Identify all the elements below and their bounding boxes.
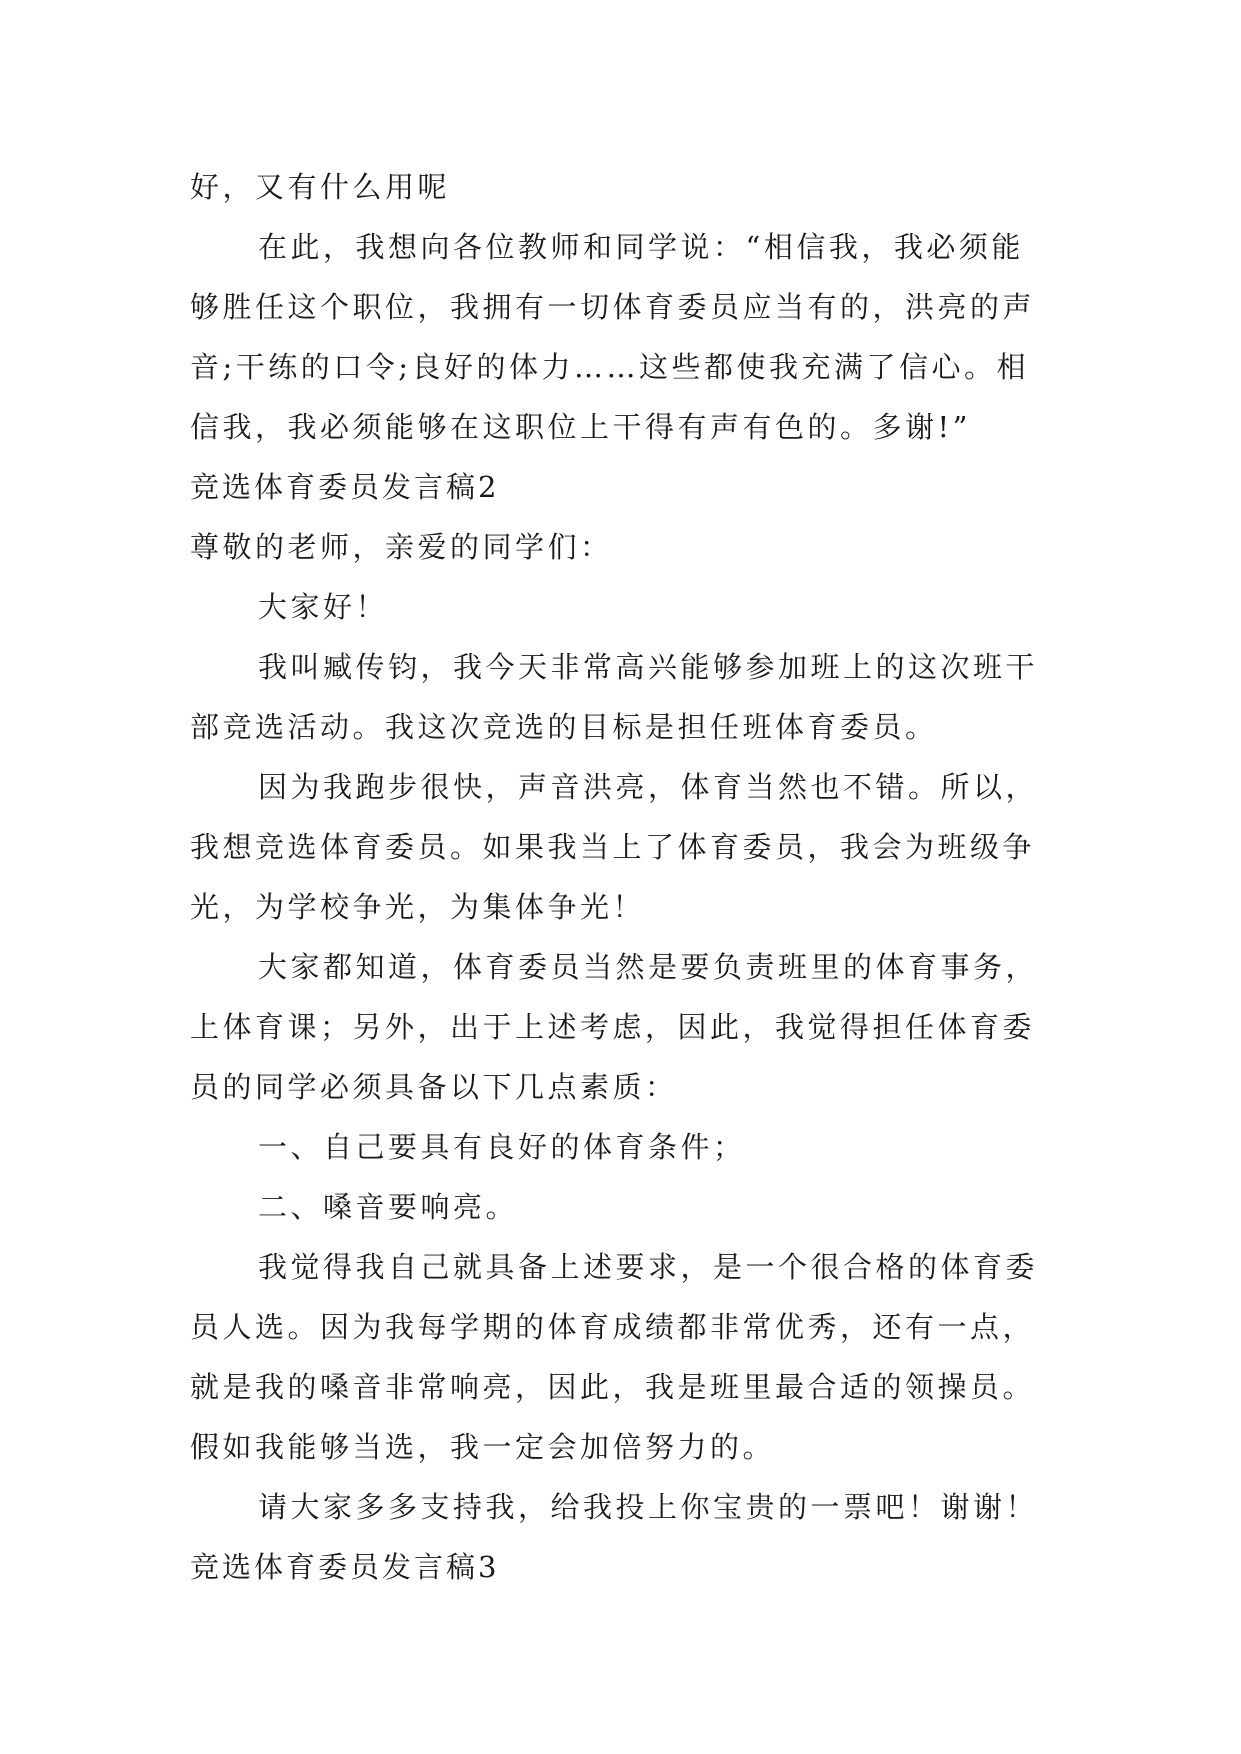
text-line: 好，又有什么用呢 — [190, 170, 451, 204]
text-line: 在此，我想向各位教师和同学说：“相信我，我必须能 — [258, 230, 1024, 264]
text-line: 就是我的嗓音非常响亮，因此，我是班里最合适的领操员。 — [190, 1370, 1036, 1404]
text-line: 因为我跑步很快，声音洪亮，体育当然也不错。所以， — [258, 770, 1039, 804]
text-line: 大家好！ — [258, 590, 389, 624]
text-line: 信我，我必须能够在这职位上干得有声有色的。多谢!” — [190, 410, 971, 444]
section-heading: 竞选体育委员发言稿3 — [190, 1550, 500, 1584]
text-line: 我叫臧传钧，我今天非常高兴能够参加班上的这次班干 — [258, 650, 1039, 684]
text-line: 我想竞选体育委员。如果我当上了体育委员，我会为班级争 — [190, 830, 1036, 864]
text-line: 假如我能够当选，我一定会加倍努力的。 — [190, 1430, 776, 1464]
text-line: 员的同学必须具备以下几点素质： — [190, 1070, 678, 1104]
document-body — [190, 157, 1070, 1597]
list-item: 二、嗓音要响亮。 — [258, 1190, 519, 1224]
text-line: 上体育课；另外，出于上述考虑，因此，我觉得担任体育委 — [190, 1010, 1036, 1044]
text-line: 部竞选活动。我这次竞选的目标是担任班体育委员。 — [190, 710, 938, 744]
text-line: 够胜任这个职位，我拥有一切体育委员应当有的，洪亮的声 — [190, 290, 1036, 324]
list-item: 一、自己要具有良好的体育条件； — [258, 1130, 746, 1164]
text-line: 我觉得我自己就具备上述要求，是一个很合格的体育委 — [258, 1250, 1039, 1284]
salutation: 尊敬的老师，亲爱的同学们： — [190, 530, 613, 564]
section-heading: 竞选体育委员发言稿2 — [190, 470, 500, 504]
text-line: 大家都知道，体育委员当然是要负责班里的体育事务， — [258, 950, 1039, 984]
text-line: 员人选。因为我每学期的体育成绩都非常优秀，还有一点， — [190, 1310, 1036, 1344]
text-line: 音;干练的口令;良好的体力……这些都使我充满了信心。相 — [190, 350, 1030, 384]
text-line: 光，为学校争光，为集体争光！ — [190, 890, 646, 924]
text-line: 请大家多多支持我，给我投上你宝贵的一票吧！谢谢！ — [258, 1490, 1039, 1524]
